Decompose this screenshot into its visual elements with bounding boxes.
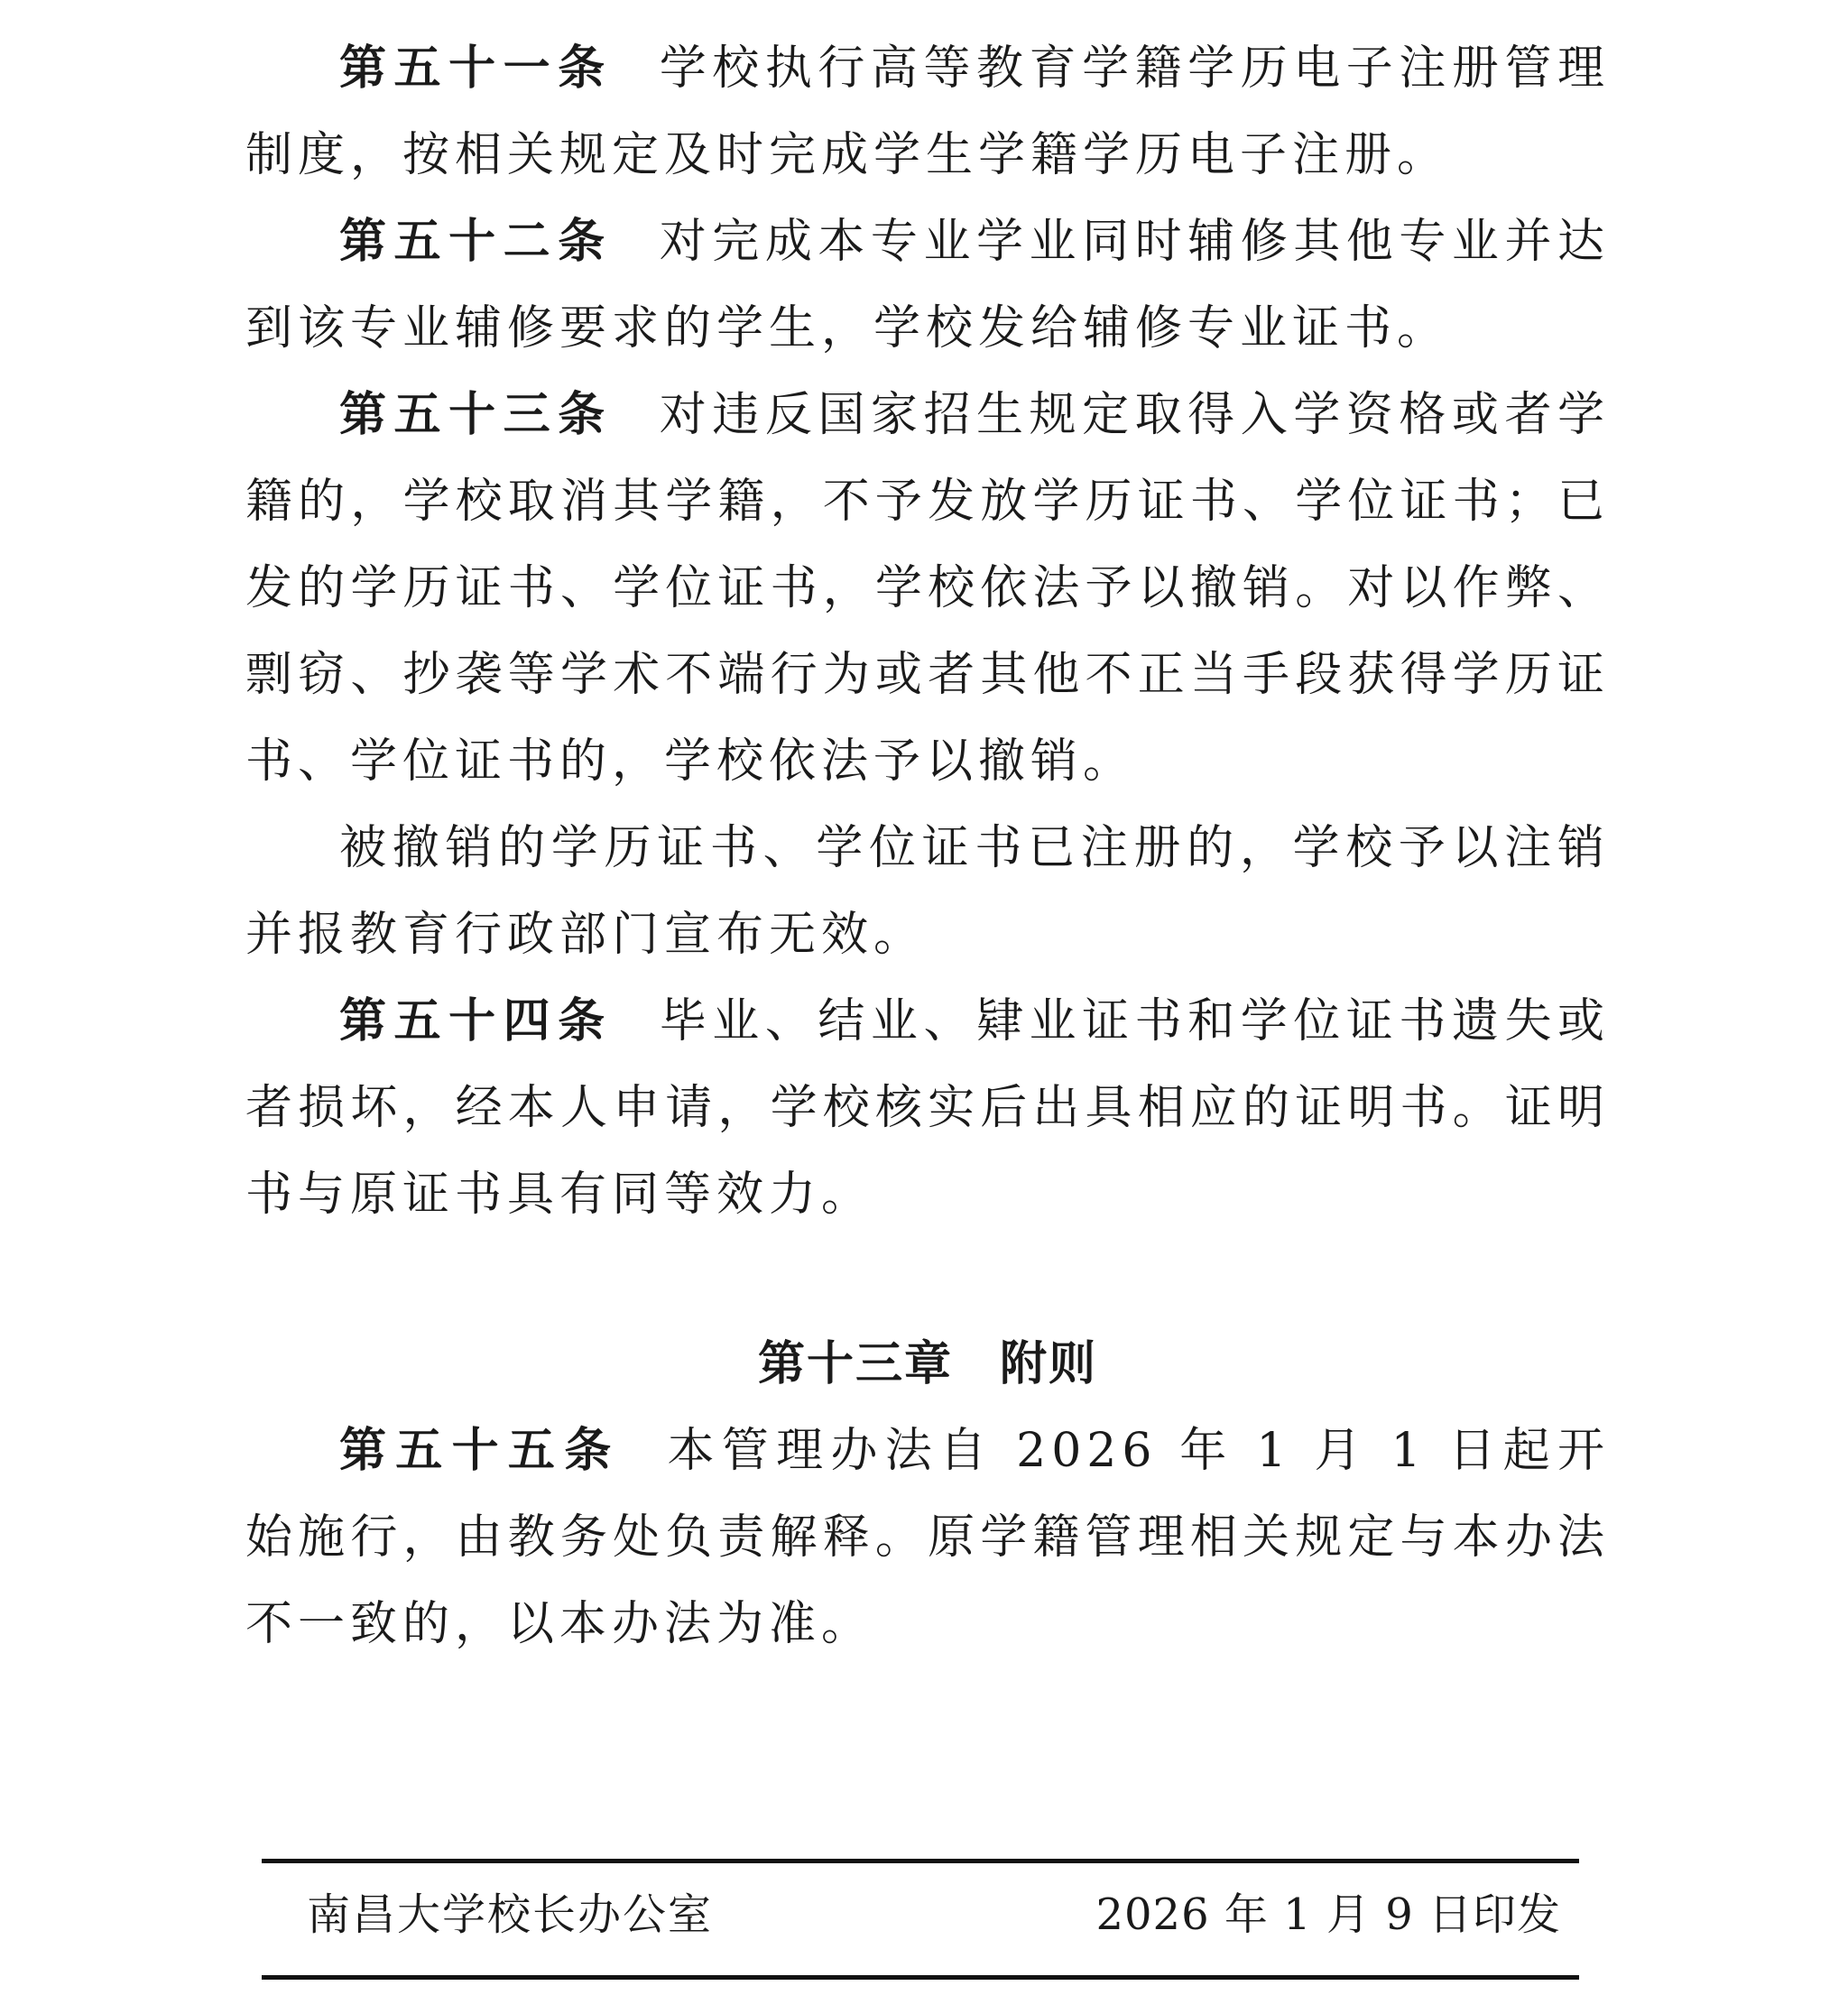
article-title: 第五十二条 <box>339 215 613 269</box>
article-54 <box>245 978 1610 1238</box>
issuance-footer <box>262 1859 1579 1980</box>
document-body <box>245 25 1610 1667</box>
article-title: 第五十四条 <box>339 994 613 1048</box>
article-51 <box>245 25 1610 199</box>
article-title: 第五十五条 <box>339 1424 621 1478</box>
chapter-number: 第十三章 <box>757 1337 953 1391</box>
article-text: 对完成本专业学业同时辅修其他专业并达到该专业辅修要求的学生，学校发给辅修专业证书。 <box>245 215 1610 356</box>
article-text: 本管理办法自 2026 年 1 月 1 日起开始施行，由教务处负责解释。原学籍管理相关规定与本办法不一致的，以本办法为准。 <box>245 1424 1610 1651</box>
article-52 <box>245 199 1610 372</box>
chapter-heading <box>245 1321 1610 1408</box>
article-55 <box>245 1408 1610 1667</box>
article-title: 第五十一条 <box>339 42 613 96</box>
article-text: 学校执行高等教育学籍学历电子注册管理制度，按相关规定及时完成学生学籍学历电子注册。 <box>245 42 1610 182</box>
article-53 <box>245 372 1610 805</box>
issuer-name: 南昌大学校长办公室 <box>307 1889 714 1940</box>
article-text: 毕业、结业、肄业证书和学位证书遗失或者损坏，经本人申请，学校核实后出具相应的证明书。证明书与原证书具有同等效力。 <box>245 994 1610 1222</box>
article-text: 对违反国家招生规定取得入学资格或者学籍的，学校取消其学籍，不予发放学历证书、学位证书；已发的学历证书、学位证书，学校依法予以撤销。对以作弊、剽窃、抄袭等学术不端行为或者其他不正当手段获得学历证书、学位证书的，学校依法予以撤销。 <box>245 388 1610 789</box>
article-53-continuation <box>245 805 1610 978</box>
article-text: 被撤销的学历证书、学位证书已注册的，学校予以注销并报教育行政部门宣布无效。 <box>245 821 1610 962</box>
chapter-name: 附则 <box>1000 1337 1098 1391</box>
issue-date: 2026 年 1 月 9 日印发 <box>1095 1889 1561 1940</box>
article-title: 第五十三条 <box>339 388 613 442</box>
